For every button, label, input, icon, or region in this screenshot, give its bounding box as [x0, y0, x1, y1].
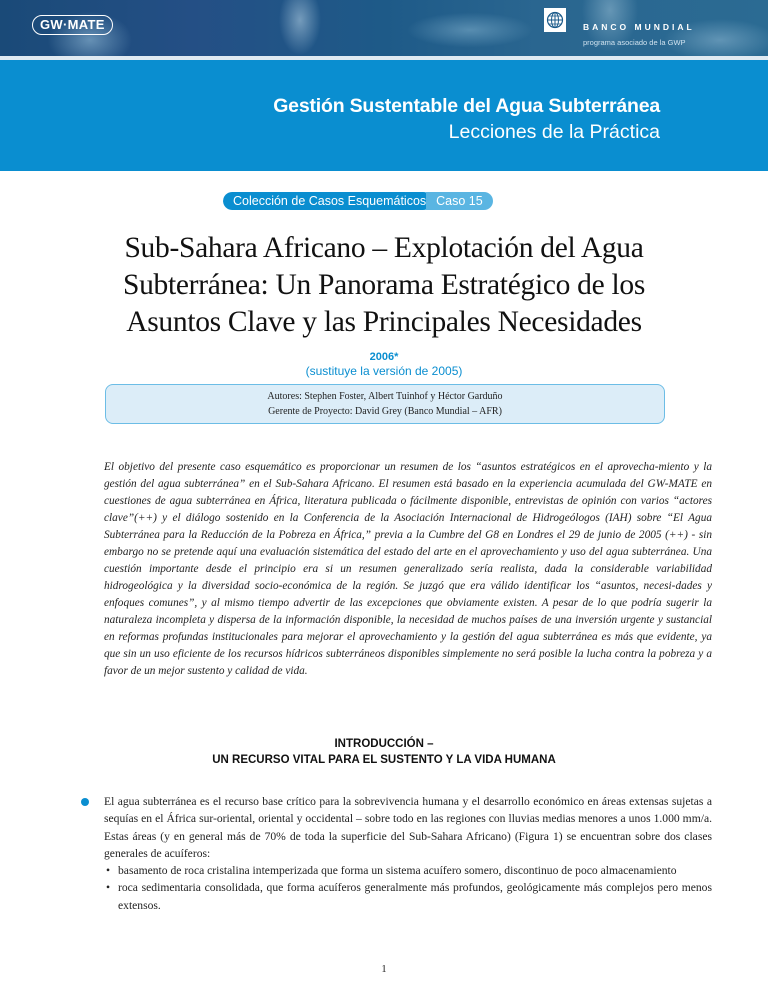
series-title — [273, 93, 660, 145]
publication-year: 2006* — [369, 351, 399, 363]
authors: Autores: Stephen Foster, Albert Tuinhof y Héctor Garduño — [267, 391, 503, 402]
series-title-sub: Lecciones de la Práctica — [448, 121, 660, 143]
title-line: Sub-Sahara Africano – Explotación del Agua — [124, 232, 644, 264]
collection-label: Colección de Casos Esquemáticos — [223, 192, 432, 210]
section-heading — [0, 736, 768, 768]
list-item-text: basamento de roca cristalina intemperizada que forma un sistema acuífero somero, discontinuo de poco almacenamiento — [118, 864, 677, 878]
page-number: 1 — [381, 964, 387, 975]
header-banner — [0, 0, 768, 56]
version-note: (sustituye la versión de 2005) — [305, 364, 463, 378]
list-item-text: roca sedimentaria consolidada, que forma acuíferos generalmente más profundos, geológicamente más complejos pero menos extensos. — [118, 881, 712, 912]
series-title-band — [0, 60, 768, 171]
globe-icon — [544, 8, 566, 32]
gwmate-logo: GW·MATE — [32, 15, 113, 35]
series-title-main: Gestión Sustentable del Agua Subterránea — [273, 95, 660, 117]
org-name: BANCO MUNDIAL — [583, 22, 695, 32]
section-heading-line: UN RECURSO VITAL PARA EL SUSTENTO Y LA VIDA HUMANA — [212, 754, 556, 766]
org-subtitle: programa asociado de la GWP — [583, 38, 686, 47]
authors-box — [105, 384, 665, 424]
abstract: El objetivo del presente caso esquemático es proporcionar un resumen de los “asuntos estratégicos en el aprovecha-miento y la gestión del agua subterránea” en el Sub-Sahara Africano. El resumen está basado en la experiencia acumulada del GW-MATE en cuestiones de agua subterránea en África, literatura publicada o fácilmente disponible, entrevistas de opinión con varios “actores clave”(++) y el diálogo sostenido en la Conferencia de la Asociación Internacional de Hidrogeólogos (IAH) sobre “El Agua Subterránea para la Reducción de la Pobreza en África,” previa a la Cumbre del G8 en Londres el 29 de junio de 2005 (++) - sin embargo no se pretende aquí una evaluación sistemática del estado del arte en el aprovechamiento y uso del agua subterránea. Una cuestión importante desde el principio era si un resumen generalizado sería realista, dada la considerable variabilidad hidrogeológica y la diversidad socio-económica de la región. Se juzgó que era válido identificar los “asuntos, necesi-dades y enfoques comunes”, y al mismo tiempo advertir de las excepciones que obviamente existen. A pesar de lo que podría sugerir la naturaleza incompleta y dispersa de la información disponible, la necesidad de muchos países de una inversión urgente y sustancial en reformas profundas institucionales para mejorar el aprovechamiento y la gestión del agua subterránea es más que evidente, ya que sin un uso eficiente de los recursos hídricos subterráneos disponibles simplemente no será posible la lucha contra la pobreza y a favor de un mejor sustento y calidad de vida. — [104, 461, 712, 677]
list-item — [104, 862, 712, 879]
bullet-icon: • — [106, 881, 111, 895]
title-line: Subterránea: Un Panorama Estratégico de los — [122, 269, 646, 301]
project-manager: Gerente de Proyecto: David Grey (Banco Mundial – AFR) — [268, 406, 502, 417]
title-line: Asuntos Clave y las Principales Necesidades — [126, 306, 642, 338]
paragraph-text: El agua subterránea es el recurso base crítico para la sobrevivencia humana y el desarrollo económico en áreas extensas sujetas a sequías en el África sur-oriental, oriental y occidental – sobre todo en las regiones con lluvias medias menores a unos 1.000 mm/a. Estas áreas (y en general más de 70% de toda la superficie del Sub-Sahara Africano) (Figura 1) se encuentran sobre dos clases generales de acuíferos: — [104, 795, 712, 860]
case-label: Caso 15 — [426, 192, 493, 210]
page-title — [40, 230, 728, 341]
bullet-paragraph — [104, 793, 712, 862]
bullet-icon: • — [106, 864, 111, 878]
section-body — [104, 793, 712, 914]
list-item — [104, 879, 712, 914]
section-heading-line: INTRODUCCIÓN – — [334, 738, 434, 750]
series-badge — [223, 192, 493, 210]
blue-bullet-icon — [81, 798, 89, 806]
